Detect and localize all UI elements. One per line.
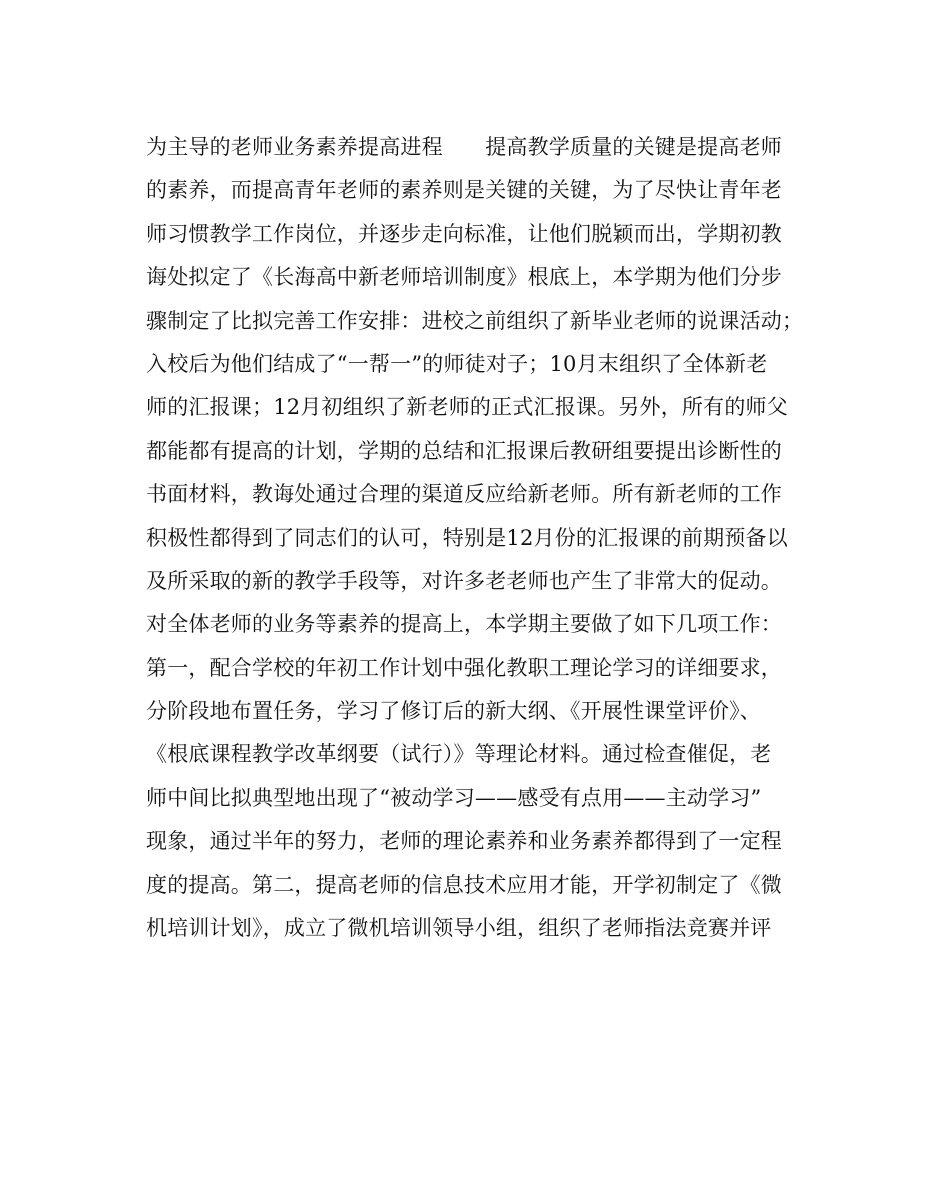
text-line: 都能都有提高的计划，学期的总结和汇报课后教研组要提出诊断性的 (146, 438, 782, 463)
text-line: 入校后为他们结成了“一帮一”的师徒对子；10月末组织了全体新老 (146, 351, 768, 376)
text-line: 现象，通过半年的努力，老师的理论素养和业务素养都得到了一定程 (146, 829, 782, 854)
text-line: 诲处拟定了《长海高中新老师培训制度》根底上，本学期为他们分步 (146, 265, 782, 290)
text-line: 及所采取的新的教学手段等，对许多老老师也产生了非常大的促动。 (146, 568, 782, 593)
text-line: 《根底课程教学改革纲要（试行）》等理论材料。通过检查催促，老 (146, 742, 772, 767)
text-line: 骤制定了比拟完善工作安排：进校之前组织了新毕业老师的说课活动； (146, 308, 804, 333)
text-line: 机培训计划》，成立了微机培训领导小组，组织了老师指法竞赛并评 (146, 916, 772, 941)
text-line: 的素养，而提高青年老师的素养则是关键的关键，为了尽快让青年老 (146, 178, 782, 203)
text-line: 分阶段地布置任务，学习了修订后的新大纲、《开展性课堂评价》、 (146, 699, 761, 724)
text-line: 度的提高。第二，提高老师的信息技术应用才能，开学初制定了《微 (146, 872, 782, 897)
document-body (146, 126, 826, 950)
text-line: 为主导的老师业务素养提高进程 提高教学质量的关键是提高老师 (146, 135, 782, 159)
text-line: 师中间比拟典型地出现了“被动学习——感受有点用——主动学习” (146, 785, 762, 810)
text-line: 积极性都得到了同志们的认可，特别是12月份的汇报课的前期预备以 (146, 525, 788, 550)
text-line: 师的汇报课；12月初组织了新老师的正式汇报课。另外，所有的师父 (146, 395, 788, 420)
text-line: 师习惯教学工作岗位，并逐步走向标准，让他们脱颖而出，学期初教 (146, 221, 782, 246)
text-line: 书面材料，教诲处通过合理的渠道反应给新老师。所有新老师的工作 (146, 482, 782, 507)
text-line: 第一，配合学校的年初工作计划中强化教职工理论学习的详细要求， (146, 655, 782, 680)
text-line: 对全体老师的业务等素养的提高上，本学期主要做了如下几项工作： (146, 612, 782, 637)
